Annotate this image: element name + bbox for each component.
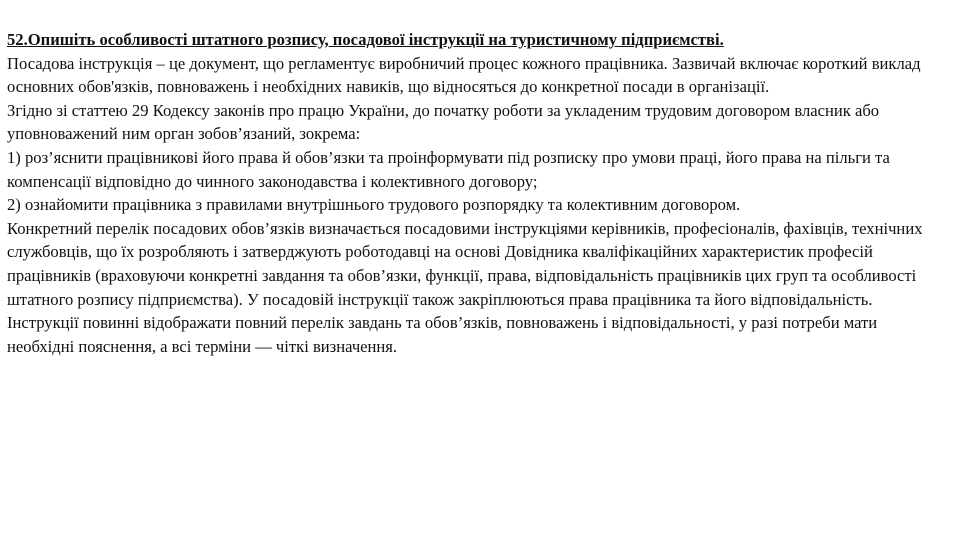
paragraph-labor-code-article: Згідно зі статтею 29 Кодексу законів про працю України, до початку роботи за укладеним трудовим договором власник або уповноважений ним орган зобов’язаний, зокрема: — [7, 100, 880, 144]
paragraph-duties-list: Конкретний перелік посадових обов’язків визначається посадовими інструкціями керівників, професіоналів, фахівців, технічних службовців, що їх розробляють і затверджують роботодавці на основі Довідника кваліфікаційних характеристик професій працівників (враховуючи конкретні завдання та обов’язки, функції, права, відповідальність працівників цих груп та особливості штатного розпису підприємства). У посадовій інструкції також закріплюються права працівника та його відповідальність. Інструкції повинні відображати повний перелік завдань та обов’язків, повноважень і відповідальності, у разі потреби мати необхідні пояснення, а всі терміни — чіткі визначення. — [7, 218, 923, 356]
paragraph-job-description-definition: Посадова інструкція – це документ, що регламентує виробничий процес кожного працівника. Зазвичай включає короткий виклад основних обов'язків, повноважень і необхідних навиків, що відносяться до конкретної посади в організації. — [7, 53, 921, 97]
document-heading: 52.Опишіть особливості штатного розпису, посадової інструкції на туристичному підприємстві. — [7, 30, 724, 49]
paragraph-item-2: 2) ознайомити працівника з правилами внутрішнього трудового розпорядку та колективним договором. — [7, 195, 741, 215]
paragraph-item-1: 1) роз’яснити працівникові його права й обов’язки та проінформувати під розписку про умови праці, його права на пільги та компенсації відповідно до чинного законодавства і колективного договору; — [7, 147, 890, 191]
